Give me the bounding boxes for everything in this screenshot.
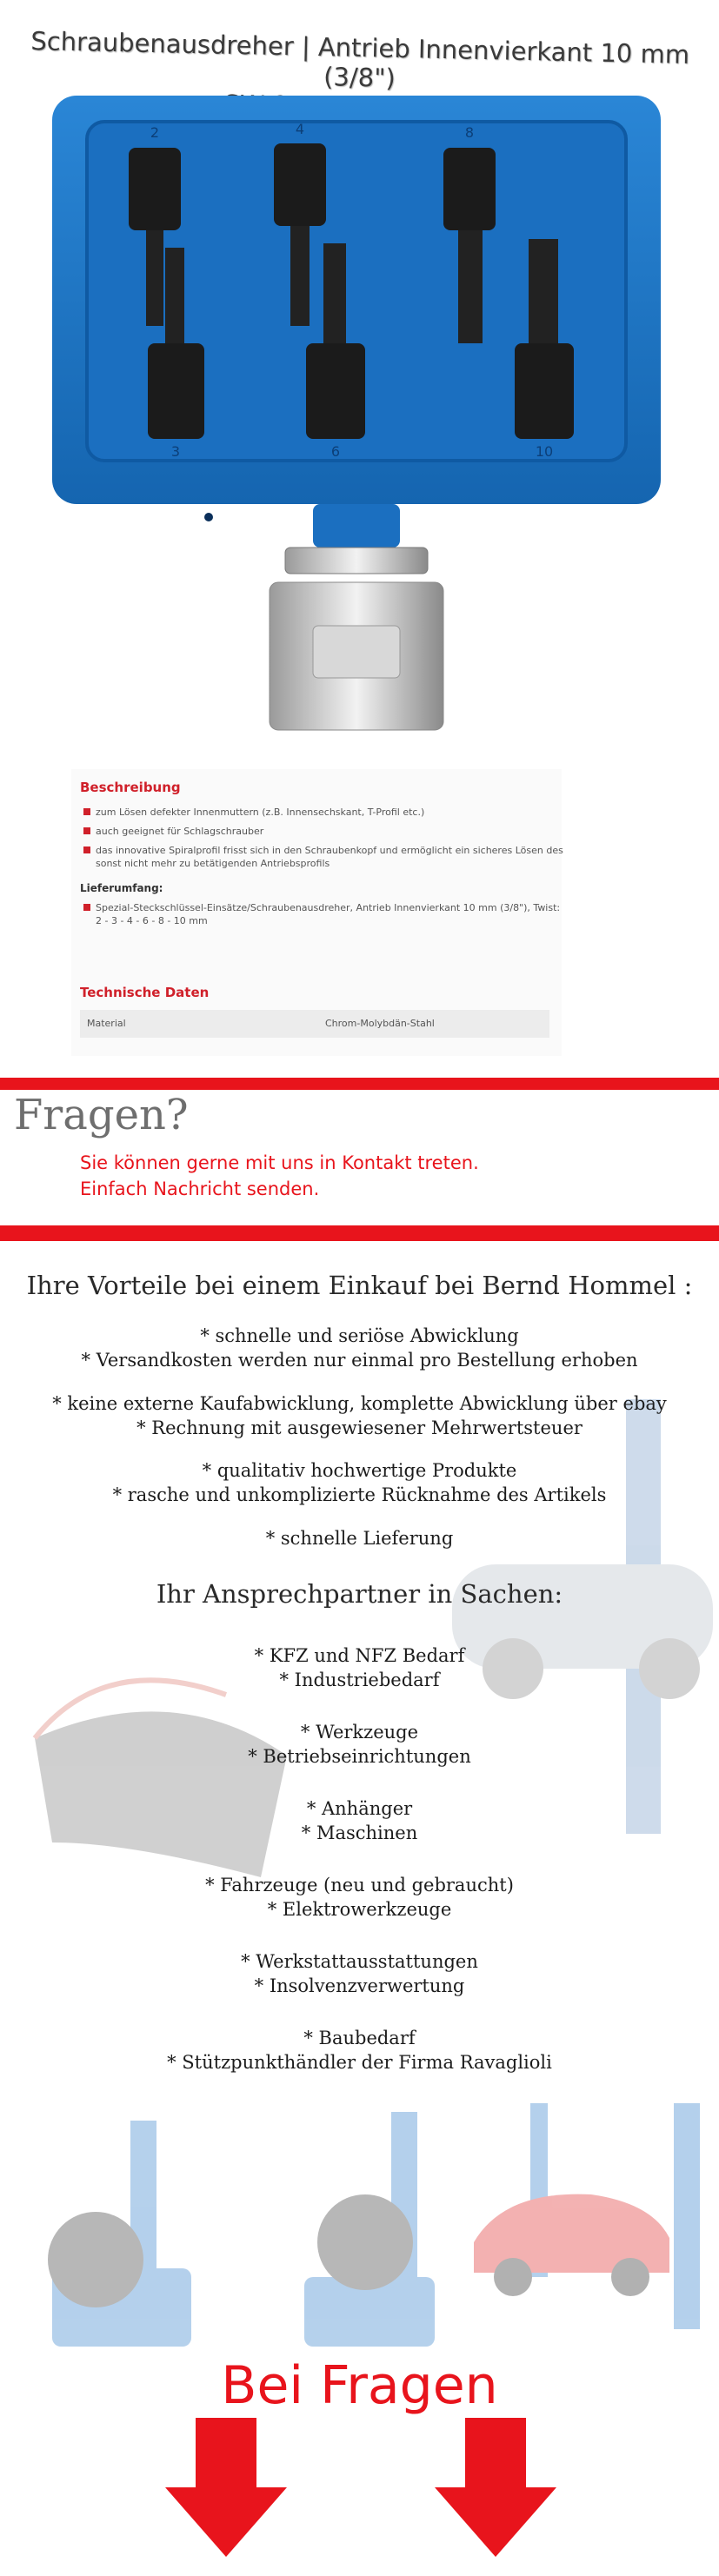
partner-item: * Industriebedarf (279, 1670, 440, 1690)
arrow-down-icon (165, 2418, 287, 2557)
description-bullet: auch geeignet für Schlagschrauber (83, 825, 565, 838)
advantage-item: * schnelle Lieferung (265, 1528, 454, 1549)
partner-item: * Baubedarf (303, 2028, 416, 2048)
advantage-item: * Rechnung mit ausgewiesener Mehrwertsteuer (136, 1417, 583, 1438)
size-label-top-3: 8 (464, 124, 475, 141)
partner-item: * Elektrowerkzeuge (267, 1899, 452, 1920)
tech-label: Material (87, 1018, 126, 1029)
product-photo (52, 96, 661, 756)
red-divider (0, 1078, 719, 1090)
partner-item: * Fahrzeuge (neu und gebraucht) (205, 1875, 514, 1895)
advantage-item: * keine externe Kaufabwicklung, komplette Abwicklung über ebay (52, 1393, 667, 1414)
advantage-item: * Versandkosten werden nur einmal pro Bestellung erhoben (81, 1350, 638, 1371)
tech-value: Chrom-Molybdän-Stahl (325, 1018, 435, 1029)
red-divider (0, 1225, 719, 1241)
partner-item: * Werkzeuge (300, 1722, 419, 1743)
workshop-equipment-image (0, 2095, 719, 2355)
size-label-bottom-2: 6 (330, 443, 341, 460)
partner-item: * Maschinen (301, 1822, 418, 1843)
partner-item: * Werkstattausstattungen (241, 1951, 478, 1972)
tech-row (80, 1010, 549, 1038)
car-lift-image (474, 2103, 700, 2329)
partner-item: * Stützpunkthändler der Firma Ravaglioli (167, 2052, 552, 2073)
case-clasp (270, 548, 443, 730)
contact-line-2: Einfach Nachricht senden. (80, 1178, 320, 1199)
partner-item: * Betriebseinrichtungen (248, 1746, 471, 1767)
description-panel (71, 769, 562, 1056)
partner-title: Ihr Ansprechpartner in Sachen: (156, 1579, 563, 1609)
advantages-title: Ihre Vorteile bei einem Einkauf bei Bernd Hommel : (26, 1271, 693, 1300)
advantage-item: * rasche und unkomplizierte Rücknahme des Artikels (112, 1484, 607, 1505)
size-label-top-1: 2 (150, 124, 160, 141)
contact-line-1: Sie können gerne mit uns in Kontakt treten. (80, 1152, 479, 1173)
size-label-bottom-1: 3 (170, 443, 181, 460)
advantage-item: * schnelle und seriöse Abwicklung (200, 1325, 519, 1346)
description-bullet: das innovative Spiralprofil frisst sich in den Schraubenkopf und ermöglicht ein sicheres Lösen des sonst nicht mehr zu betätigenden Antriebsprofils (83, 844, 565, 870)
partner-item: * Anhänger (306, 1798, 413, 1819)
size-label-bottom-3: 10 (535, 443, 554, 460)
scope-item: Spezial-Steckschlüssel-Einsätze/Schraubenausdreher, Antrieb Innenvierkant 10 mm (3/8"), Twist: 2 - 3 - 4 - 6 - 8 - 10 mm (83, 901, 565, 927)
scope-heading: Lieferumfang: (80, 882, 163, 894)
tire-changer-image-1 (48, 2121, 191, 2347)
partner-item: * KFZ und NFZ Bedarf (254, 1645, 465, 1666)
size-label-top-2: 4 (295, 121, 305, 137)
questions-cta: Bei Fragen (221, 2355, 498, 2416)
arrow-down-icon (435, 2418, 556, 2557)
description-bullet: zum Lösen defekter Innenmuttern (z.B. Innensechskant, T-Profil etc.) (83, 806, 565, 819)
questions-title: Fragen? (14, 1091, 189, 1139)
partner-item: * Insolvenzverwertung (254, 1975, 465, 1996)
tech-heading: Technische Daten (80, 985, 210, 1000)
product-title-line1: Schraubenausdreher | Antrieb Innenvierkant 10 mm (3/8") (30, 26, 690, 93)
tire-changer-image-2 (304, 2112, 435, 2347)
advantage-item: * qualitativ hochwertige Produkte (202, 1460, 517, 1481)
description-heading: Beschreibung (80, 780, 181, 795)
